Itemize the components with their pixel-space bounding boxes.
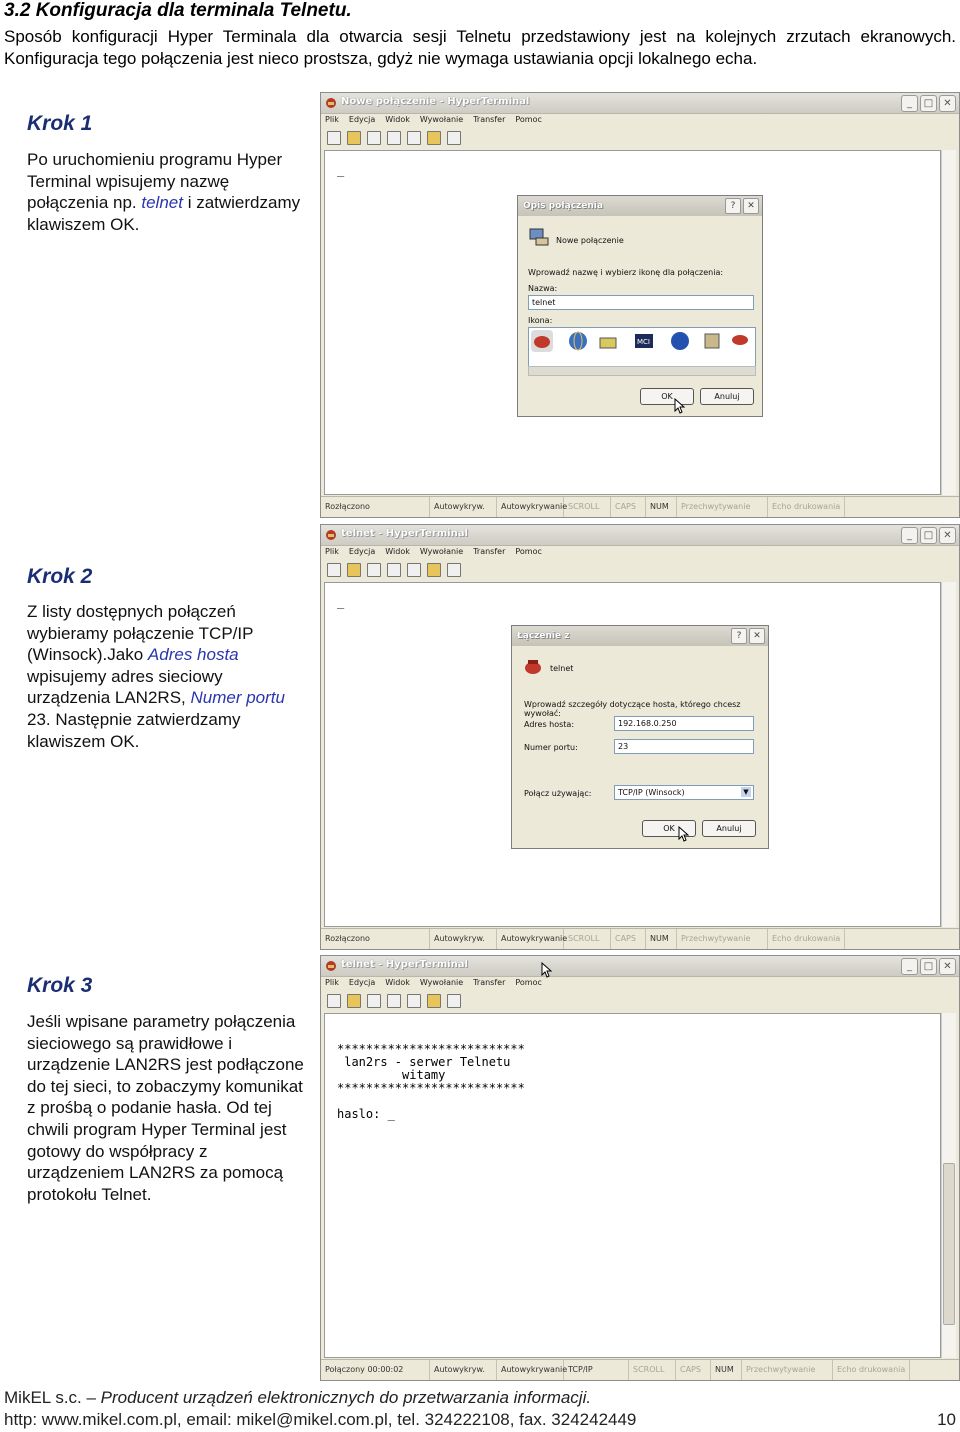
toolbar xyxy=(327,563,461,579)
ok-button[interactable]: OK xyxy=(640,388,694,405)
status-capture: Przechwytywanie xyxy=(742,1360,833,1380)
connect-using-label: Połącz używając: xyxy=(524,789,592,798)
page-number: 10 xyxy=(937,1410,956,1429)
status-autodetect-2: Autowykrywanie xyxy=(497,1360,564,1380)
menu-edycja[interactable]: Edycja xyxy=(348,978,376,987)
status-bar xyxy=(321,1359,959,1380)
terminal-line-2: lan2rs - serwer Telnetu xyxy=(337,1055,511,1069)
menu-bar xyxy=(325,978,542,992)
status-print-echo: Echo drukowania xyxy=(768,929,845,949)
open-icon[interactable] xyxy=(347,131,361,145)
status-print-echo: Echo drukowania xyxy=(768,497,845,517)
window-titlebar xyxy=(321,93,959,114)
help-button[interactable]: ? xyxy=(731,628,747,644)
receive-icon[interactable] xyxy=(427,563,441,577)
status-autodetect-1: Autowykryw. xyxy=(430,1360,497,1380)
menu-widok[interactable]: Widok xyxy=(385,115,410,124)
menu-edycja[interactable]: Edycja xyxy=(348,547,376,556)
hyperterminal-icon xyxy=(324,528,338,542)
menu-pomoc[interactable]: Pomoc xyxy=(515,978,542,987)
hyperterminal-window-3 xyxy=(320,955,960,1381)
minimize-button[interactable]: _ xyxy=(901,958,918,975)
step-2-text xyxy=(27,601,307,752)
hyperterminal-window-2 xyxy=(320,524,960,950)
menu-pomoc[interactable]: Pomoc xyxy=(515,547,542,556)
cancel-button[interactable]: Anuluj xyxy=(700,388,754,405)
send-icon[interactable] xyxy=(407,131,421,145)
hyperterminal-window-1 xyxy=(320,92,960,518)
step-1-text-b: i zatwierdzamy klawiszem OK. xyxy=(27,193,301,234)
status-print-echo: Echo drukowania xyxy=(833,1360,910,1380)
disconnect-icon[interactable] xyxy=(387,563,401,577)
properties-icon[interactable] xyxy=(447,994,461,1008)
mouse-cursor-icon xyxy=(674,398,686,414)
properties-icon[interactable] xyxy=(447,563,461,577)
status-num: NUM xyxy=(646,497,677,517)
disconnect-icon[interactable] xyxy=(387,994,401,1008)
status-scroll: SCROLL xyxy=(564,497,611,517)
step-2-title: Krok 2 xyxy=(27,565,93,588)
new-icon[interactable] xyxy=(327,994,341,1008)
chevron-down-icon[interactable]: ▼ xyxy=(741,787,751,797)
red-phone-2-icon[interactable] xyxy=(729,330,751,352)
cancel-button[interactable]: Anuluj xyxy=(702,820,756,837)
status-autodetect-2: Autowykrywanie xyxy=(497,929,564,949)
step-1-text xyxy=(27,149,307,235)
step-2-text-b: wpisujemy adres sieciowy urządzenia LAN2RS, xyxy=(27,666,223,708)
menu-widok[interactable]: Widok xyxy=(385,547,410,556)
status-caps: CAPS xyxy=(676,1360,711,1380)
step-1-text-a: Po uruchomieniu programu Hyper Terminal wpisujemy nazwę połączenia np. xyxy=(27,150,283,213)
mouse-cursor-icon xyxy=(541,962,553,978)
close-button[interactable]: ✕ xyxy=(939,958,956,975)
menu-wywolanie[interactable]: Wywołanie xyxy=(419,978,464,987)
send-icon[interactable] xyxy=(407,994,421,1008)
hyperterminal-icon xyxy=(324,959,338,973)
window-title: telnet - HyperTerminal xyxy=(341,959,468,970)
status-bar xyxy=(321,496,959,517)
terminal-line-1: ************************** xyxy=(337,1042,525,1056)
status-connection: Rozłączono xyxy=(321,929,430,949)
svg-text:MCI: MCI xyxy=(637,338,650,346)
connect-using-select[interactable] xyxy=(614,785,754,800)
terminal-area[interactable] xyxy=(324,1013,941,1358)
window-title: telnet - HyperTerminal xyxy=(341,528,468,539)
status-autodetect-1: Autowykryw. xyxy=(430,929,497,949)
menu-wywolanie[interactable]: Wywołanie xyxy=(419,115,464,124)
menu-bar xyxy=(325,115,542,129)
footer-contact: http: www.mikel.com.pl, email: mikel@mikel.com.pl, tel. 324222108, fax. 324242449 xyxy=(4,1410,637,1429)
dialog-close-button[interactable]: ✕ xyxy=(749,628,765,644)
status-connection: Rozłączono xyxy=(321,497,430,517)
menu-plik[interactable]: Plik xyxy=(325,115,339,124)
footer-company-line xyxy=(4,1388,591,1408)
step-1-title: Krok 1 xyxy=(27,112,93,135)
status-scroll: SCROLL xyxy=(564,929,611,949)
send-icon[interactable] xyxy=(407,563,421,577)
new-icon[interactable] xyxy=(327,131,341,145)
minimize-button[interactable]: _ xyxy=(901,527,918,544)
mouse-cursor-icon xyxy=(678,826,690,842)
menu-transfer[interactable]: Transfer xyxy=(473,978,506,987)
section-heading: 3.2 Konfiguracja dla terminala Telnetu. xyxy=(4,0,352,21)
icon-label: Ikona: xyxy=(528,316,553,325)
status-autodetect-1: Autowykryw. xyxy=(430,497,497,517)
menu-widok[interactable]: Widok xyxy=(385,978,410,987)
terminal-password-prompt: haslo: _ xyxy=(337,1107,395,1121)
status-capture: Przechwytywanie xyxy=(677,497,768,517)
connection-description-dialog xyxy=(517,195,763,417)
terminal-cursor: _ xyxy=(337,595,345,609)
step-3-title: Krok 3 xyxy=(27,974,93,997)
menu-plik[interactable]: Plik xyxy=(325,547,339,556)
status-bar xyxy=(321,928,959,949)
status-scroll: SCROLL xyxy=(629,1360,676,1380)
receive-icon[interactable] xyxy=(427,994,441,1008)
intro-paragraph: Sposób konfiguracji Hyper Terminala dla otwarcia sesji Telnetu przedstawiony jest na kolejnych zrzutach ekranowych. Konfiguracja tego połączenia jest nieco prostsza, gdyż nie wymaga ustawiania opcji lokalnego echa. xyxy=(4,27,956,68)
vertical-scrollbar[interactable] xyxy=(941,1013,956,1358)
menu-edycja[interactable]: Edycja xyxy=(348,115,376,124)
window-titlebar xyxy=(321,956,959,977)
step-2-text-c: 23. Następnie zatwierdzamy klawiszem OK. xyxy=(27,709,241,751)
host-label: Adres hosta: xyxy=(524,720,575,729)
host-address-field[interactable]: 192.168.0.250 xyxy=(614,716,754,731)
step-3-text: Jeśli wpisane parametry połączenia sieciowego są prawidłowe i urządzenie LAN2RS jest podłączone do tej sieci, to zobaczymy komunikat z prośbą o podanie hasła. Od tej chwili program Hyper Terminal jest gotowy do współpracy z urządzeniem LAN2RS za pomocą protokołu Telnet. xyxy=(27,1012,304,1204)
port-number-field[interactable]: 23 xyxy=(614,739,754,754)
status-autodetect-2: Autowykrywanie xyxy=(497,497,564,517)
open-icon[interactable] xyxy=(347,563,361,577)
window-titlebar xyxy=(321,525,959,546)
vertical-scrollbar[interactable] xyxy=(941,150,956,495)
terminal-line-3: witamy xyxy=(337,1068,446,1082)
connect-to-dialog xyxy=(511,625,769,849)
open-icon[interactable] xyxy=(347,994,361,1008)
status-capture: Przechwytywanie xyxy=(677,929,768,949)
status-connection: Połączony 00:00:02 xyxy=(321,1360,430,1380)
ok-button[interactable]: OK xyxy=(642,820,696,837)
dialog-header: telnet xyxy=(550,664,574,673)
close-button[interactable]: ✕ xyxy=(939,95,956,112)
dialog-header: Nowe połączenie xyxy=(556,236,624,245)
dialog-close-button[interactable]: ✕ xyxy=(743,198,759,214)
dialog-title: Opis połączenia xyxy=(523,201,603,211)
status-num: NUM xyxy=(646,929,677,949)
red-phone-icon xyxy=(522,656,544,678)
step-2-highlight-host: Adres hosta xyxy=(147,645,239,665)
connect-icon[interactable] xyxy=(367,131,381,145)
red-phone-icon[interactable] xyxy=(531,330,553,352)
name-field[interactable]: telnet xyxy=(528,295,754,310)
menu-plik[interactable]: Plik xyxy=(325,978,339,987)
dialog-prompt: Wprowadź szczegóły dotyczące hosta, którego chcesz wywołać: xyxy=(524,700,741,718)
receive-icon[interactable] xyxy=(427,131,441,145)
new-icon[interactable] xyxy=(327,563,341,577)
step-2-text-a: Z listy dostępnych połączeń wybieramy połączenie TCP/IP (Winsock).Jako xyxy=(27,602,254,665)
globe-phone-icon[interactable] xyxy=(669,330,691,352)
fax-icon[interactable] xyxy=(701,330,723,352)
maximize-button[interactable]: □ xyxy=(920,527,937,544)
menu-transfer[interactable]: Transfer xyxy=(473,547,506,556)
connect-icon[interactable] xyxy=(367,994,381,1008)
footer-company: MikEL s.c. – xyxy=(4,1388,101,1407)
terminal-line-4: ************************** xyxy=(337,1081,525,1095)
globe-icon[interactable] xyxy=(567,330,589,352)
close-button[interactable]: ✕ xyxy=(939,527,956,544)
vertical-scrollbar[interactable] xyxy=(941,582,956,927)
scrollbar-thumb[interactable] xyxy=(943,1163,955,1325)
minimize-button[interactable]: _ xyxy=(901,95,918,112)
dialog-prompt: Wprowadź nazwę i wybierz ikonę dla połączenia: xyxy=(528,268,724,277)
icon-list[interactable] xyxy=(528,327,756,367)
terminal-cursor: _ xyxy=(337,163,345,177)
step-2-highlight-port: Numer portu xyxy=(190,688,285,708)
icon-list-scrollbar[interactable] xyxy=(528,366,756,376)
maximize-button[interactable]: □ xyxy=(920,95,937,112)
toolbar xyxy=(327,994,461,1010)
menu-wywolanie[interactable]: Wywołanie xyxy=(419,547,464,556)
menu-transfer[interactable]: Transfer xyxy=(473,115,506,124)
properties-icon[interactable] xyxy=(447,131,461,145)
menu-pomoc[interactable]: Pomoc xyxy=(515,115,542,124)
port-label: Numer portu: xyxy=(524,743,578,752)
status-caps: CAPS xyxy=(611,497,646,517)
step-1-highlight: telnet xyxy=(141,193,183,213)
window-title: Nowe połączenie - HyperTerminal xyxy=(341,96,530,107)
maximize-button[interactable]: □ xyxy=(920,958,937,975)
help-button[interactable]: ? xyxy=(725,198,741,214)
disconnect-icon[interactable] xyxy=(387,131,401,145)
dialog-title: Łączenie z xyxy=(517,631,570,641)
status-protocol: TCP/IP xyxy=(564,1360,629,1380)
status-caps: CAPS xyxy=(611,929,646,949)
hyperterminal-icon xyxy=(324,96,338,110)
name-label: Nazwa: xyxy=(528,284,558,293)
menu-bar xyxy=(325,547,542,561)
toolbar xyxy=(327,131,461,147)
connect-icon[interactable] xyxy=(367,563,381,577)
phone-yellow-icon[interactable] xyxy=(597,330,619,352)
mci-icon[interactable] xyxy=(633,330,655,352)
phone-computer-icon xyxy=(528,226,550,248)
connect-using-value: TCP/IP (Winsock) xyxy=(618,788,685,797)
status-num: NUM xyxy=(711,1360,742,1380)
footer-tagline: Producent urządzeń elektronicznych do przetwarzania informacji. xyxy=(100,1388,592,1407)
